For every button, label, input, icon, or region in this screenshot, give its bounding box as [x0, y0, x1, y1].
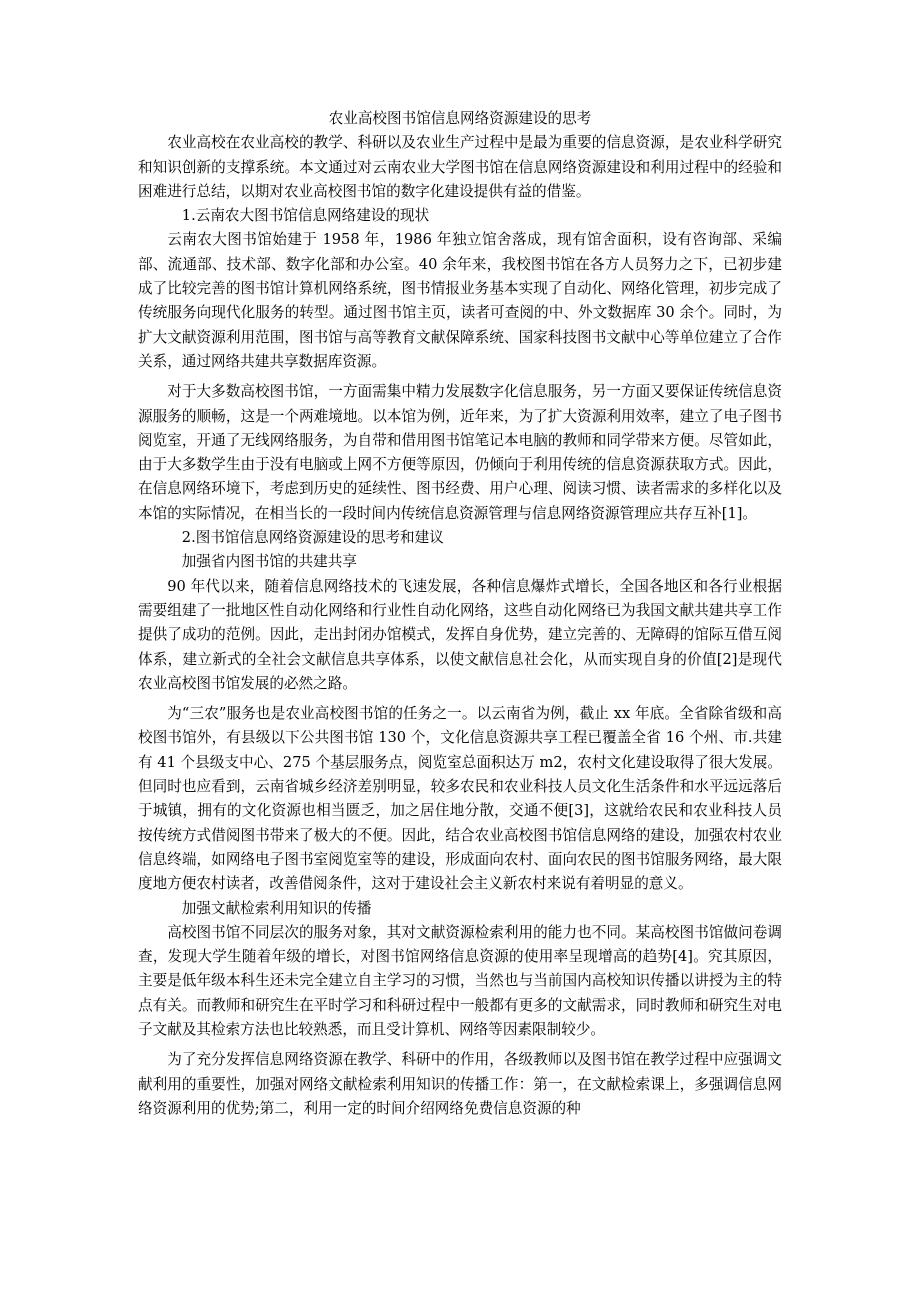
abstract-paragraph: 农业高校在农业高校的教学、科研以及农业生产过程中是最为重要的信息资源，是农业科学研究和知识创新的支撑系统。本文通过对云南农业大学图书馆在信息网络资源建设和利用过程中的经验和困难进行总结，以期对农业高校图书馆的数字化建设提供有益的借鉴。 — [138, 134, 782, 200]
body-paragraph: 为了充分发挥信息网络资源在教学、科研中的作用，各级教师以及图书馆在教学过程中应强调文献利用的重要性，加强对网络文献检索利用知识的传播工作：第一，在文献检索课上，多强调信息网络资源利用的优势;第二，利用一定的时间介绍网络免费信息资源的种 — [138, 1051, 782, 1117]
subsection-heading-2: 加强文献检索利用知识的传播 — [181, 899, 372, 917]
subsection-heading-1: 加强省内图书馆的共建共享 — [181, 553, 357, 571]
body-paragraph: 90 年代以来，随着信息网络技术的飞速发展，各种信息爆炸式增长，全国各地区和各行业根据需要组建了一批地区性自动化网络和行业性自动化网络，这些自动化网络已为我国文献共建共享工作提供了成功的范例。因此，走出封闭办馆模式，发挥自身优势，建立完善的、无障碍的馆际互借互阅体系，建立新式的全社会文献信息共享体系，以使文献信息社会化，从而实现自身的价值[2]是现代农业高校图书馆发展的必然之路。 — [138, 577, 782, 692]
document-body — [138, 107, 782, 1121]
section-heading-1: 1.云南农大图书馆信息网络建设的现状 — [181, 207, 430, 225]
section-heading-2: 2.图书馆信息网络资源建设的思考和建议 — [181, 529, 444, 547]
body-paragraph: 云南农大图书馆始建于 1958 年，1986 年独立馆舍落成，现有馆舍面积，设有咨询部、采编部、流通部、技术部、数字化部和办公室。40 余年来，我校图书馆在各方人员努力之下，已初步建成了比较完善的图书馆计算机网络系统，图书情报业务基本实现了自动化、网络化管理，初步完成了传统服务向现代化服务的转型。通过图书馆主页，读者可查阅的中、外文数据库 30 余个。同时，为扩大文献资源利用范围，图书馆与高等教育文献保障系统、国家科技图书文献中心等单位建立了合作关系，通过网络共建共享数据库资源。 — [138, 231, 782, 370]
body-paragraph: 对于大多数高校图书馆，一方面需集中精力发展数字化信息服务，另一方面又要保证传统信息资源服务的顺畅，这是一个两难境地。以本馆为例，近年来，为了扩大资源利用效率，建立了电子图书阅览室，开通了无线网络服务，为自带和借用图书馆笔记本电脑的教师和同学带来方便。尽管如此，由于大多数学生由于没有电脑或上网不方便等原因，仍倾向于利用传统的信息资源获取方式。因此，在信息网络环境下，考虑到历史的延续性、图书经费、用户心理、阅读习惯、读者需求的多样化以及本馆的实际情况，在相当长的一段时间内传统信息资源管理与信息网络资源管理应共存互补[1]。 — [138, 383, 782, 522]
document-title: 农业高校图书馆信息网络资源建设的思考 — [328, 110, 592, 127]
body-paragraph: 为“三农”服务也是农业高校图书馆的任务之一。以云南省为例，截止 xx 年底。全省除省级和高校图书馆外，有县级以下公共图书馆 130 个，文化信息资源共享工程已覆盖全省 16 个州、市.共建有 41 个县级支中心、275 个基层服务点，阅览室总面积达万 m2，农村文化建设取得了很大发展。但同时也应看到，云南省城乡经济差别明显，较多农民和农业科技人员文化生活条件和水平远远落后于城镇，拥有的文化资源也相当匮乏，加之居住地分散，交通不便[3]，这就给农民和农业科技人员按传统方式借阅图书带来了极大的不便。因此，结合农业高校图书馆信息网络的建设，加强农村农业信息终端，如网络电子图书室阅览室等的建设，形成面向农村、面向农民的图书馆服务网络，最大限度地方便农村读者，改善借阅条件，这对于建设社会主义新农村来说有着明显的意义。 — [138, 705, 782, 893]
body-paragraph: 高校图书馆不同层次的服务对象，其对文献资源检索利用的能力也不同。某高校图书馆做问卷调查，发现大学生随着年级的增长，对图书馆网络信息资源的使用率呈现增高的趋势[4]。究其原因，主要是低年级本科生还未完全建立自主学习的习惯，当然也与当前国内高校知识传播以讲授为主的特点有关。而教师和研究生在平时学习和科研过程中一般都有更多的文献需求，同时教师和研究生对电子文献及其检索方法也比较熟悉，而且受计算机、网络等因素限制较少。 — [138, 923, 782, 1038]
